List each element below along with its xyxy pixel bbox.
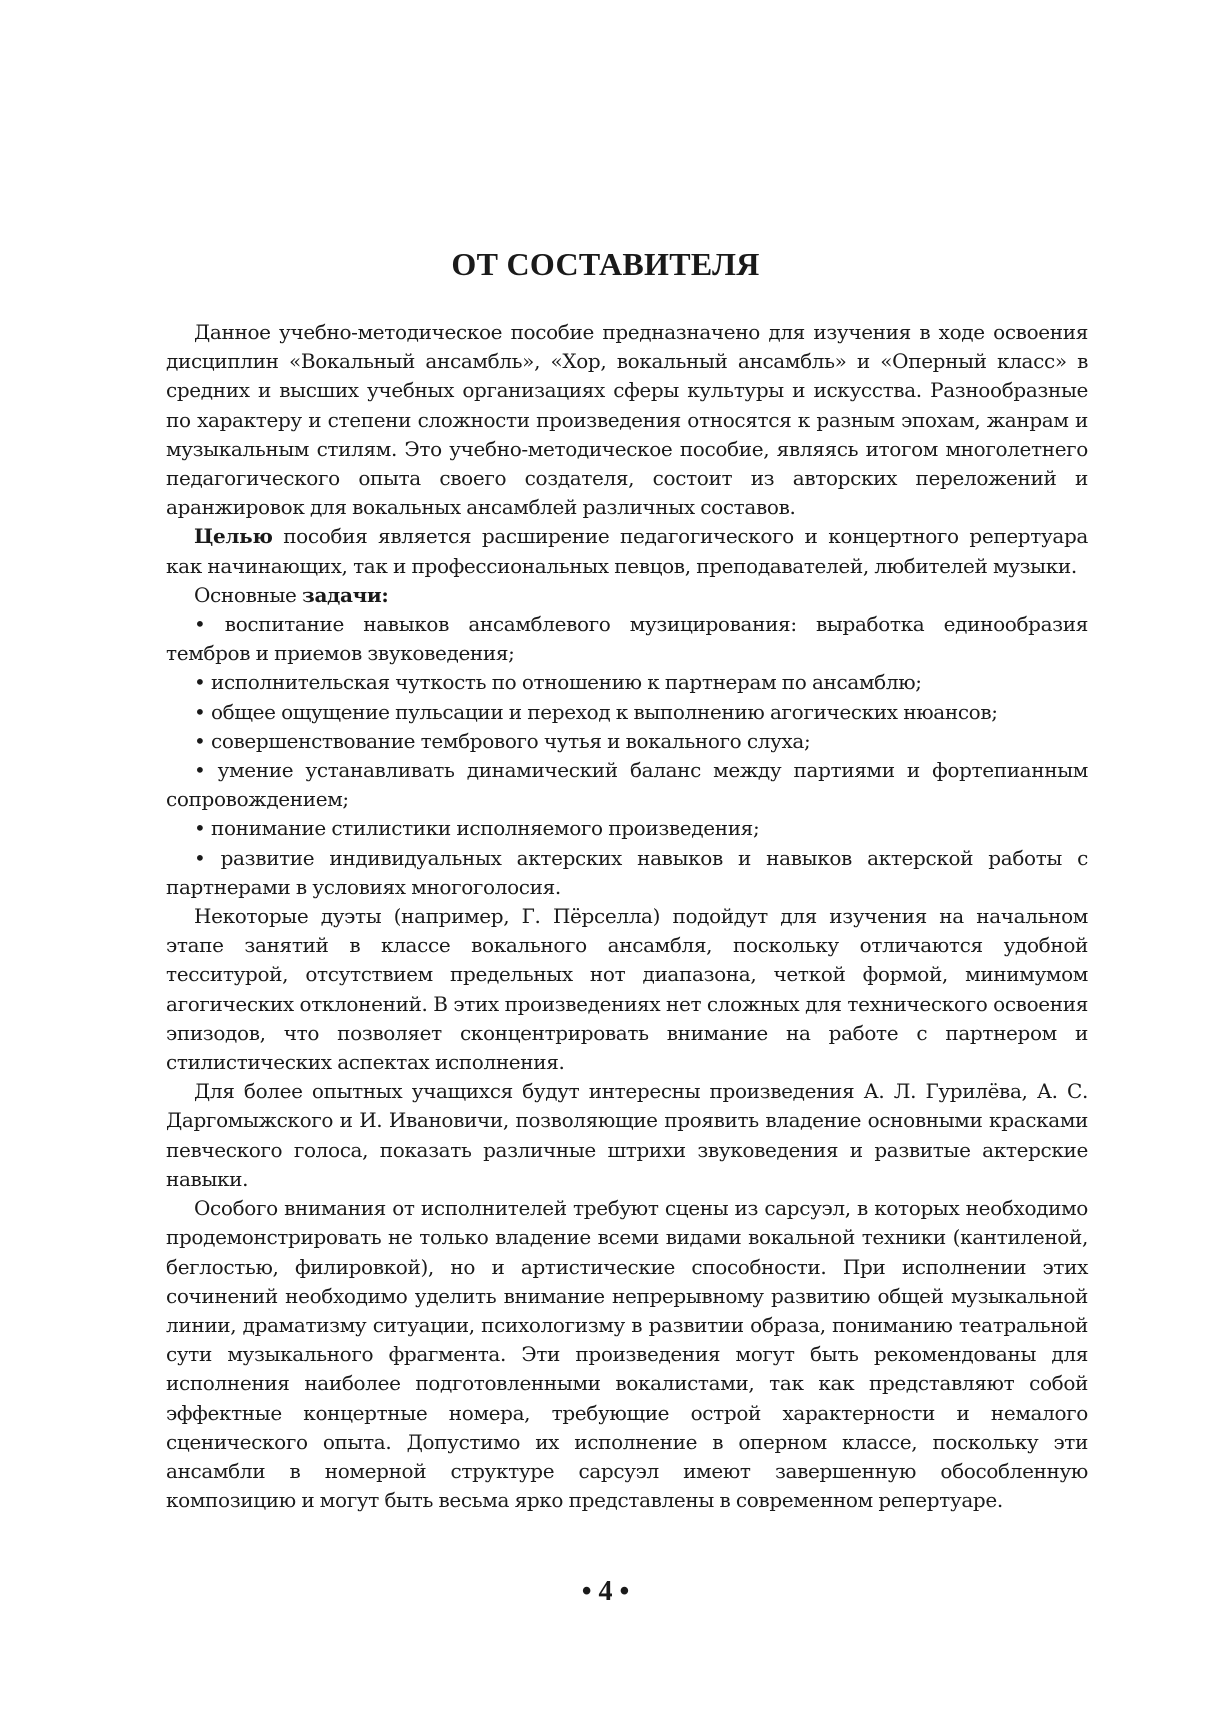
page-number xyxy=(0,1576,1211,1608)
bullet-icon: • xyxy=(194,845,206,870)
paragraph-tasks-heading xyxy=(166,581,1088,610)
paragraph-zarzuela: Особого внимания от исполнителей требуют сцены из сарсуэл, в которых необходимо продемонстрировать не только владение всеми видами вокальной техники (кантиленой, беглостью, филировкой), но и артистические способности. При исполнении этих сочинений необходимо уделить внимание непрерывному развитию общей музыкальной линии, драматизму ситуации, психологизму в развитии образа, пониманию театральной сути музыкального фрагмента. Эти произведения могут быть рекомендованы для исполнения наиболее подготовленными вокалистами, так как представляют собой эффектные концертные номера, требующие острой характерности и немалого сценического опыта. Допустимо их исполнение в оперном классе, поскольку эти ансамбли в номерной структуре сарсуэл имеют завершенную обособленную композицию и могут быть весьма ярко представлены в современном репертуаре. xyxy=(166,1196,1088,1513)
task-text: умение устанавливать динамический баланс между партиями и фортепианным сопровождением; xyxy=(166,758,1088,812)
task-item xyxy=(166,727,1088,756)
tasks-lead: Основные xyxy=(194,582,303,607)
paragraph-advanced: Для более опытных учащихся будут интересны произведения А. Л. Гурилёва, А. С. Даргомыжского и И. Ивановичи, позволяющие проявить владение основными красками певческого голоса, показать различные штрихи звуковедения и развитые актерские навыки. xyxy=(166,1079,1088,1191)
body-text xyxy=(166,318,1088,1515)
goal-text: пособия является расширение педагогического и концертного репертуара как начинающих, так и профессиональных певцов, преподавателей, любителей музыки. xyxy=(166,524,1088,578)
task-text: развитие индивидуальных актерских навыков и навыков актерской работы с партнерами в условиях многоголосия. xyxy=(166,845,1088,899)
paragraph-intro: Данное учебно-методическое пособие предназначено для изучения в ходе освоения дисциплин «Вокальный ансамбль», «Хор, вокальный ансамбль» и «Оперный класс» в средних и высших учебных организациях сферы культуры и искусства. Разнообразные по характеру и степени сложности произведения относятся к разным эпохам, жанрам и музыкальным стилям. Это учебно-методическое пособие, являясь итогом многолетнего педагогического опыта своего создателя, состоит из авторских переложений и аранжировок для вокальных ансамблей различных составов. xyxy=(166,320,1088,520)
goal-term: Целью xyxy=(194,524,273,549)
bullet-icon: • xyxy=(194,612,206,637)
bullet-icon: • xyxy=(194,758,206,783)
bullet-icon: • xyxy=(194,699,206,724)
task-item xyxy=(166,610,1088,668)
paragraph-duets: Некоторые дуэты (например, Г. Пёрселла) подойдут для изучения на начальном этапе занятий в классе вокального ансамбля, поскольку отличаются удобной тесситурой, отсутствием предельных нот диапазона, четкой формой, минимумом агогических отклонений. В этих произведениях нет сложных для технического освоения эпизодов, что позволяет сконцентрировать внимание на работе с партнером и стилистических аспектах исполнения. xyxy=(166,904,1088,1075)
page-number-dot-right: • xyxy=(619,1576,630,1607)
paragraph-goal xyxy=(166,522,1088,580)
task-item xyxy=(166,814,1088,843)
task-text: общее ощущение пульсации и переход к выполнению агогических нюансов; xyxy=(210,699,998,724)
task-text: совершенствование тембрового чутья и вокального слуха; xyxy=(210,728,811,753)
bullet-icon: • xyxy=(194,816,206,841)
task-item xyxy=(166,668,1088,697)
task-text: воспитание навыков ансамблевого музицирования: выработка единообразия тембров и приемов звуковедения; xyxy=(166,612,1088,666)
tasks-colon: : xyxy=(381,582,389,607)
tasks-term: задачи xyxy=(302,582,382,607)
task-text: понимание стилистики исполняемого произведения; xyxy=(210,816,760,841)
bullet-icon: • xyxy=(194,728,206,753)
bullet-icon: • xyxy=(194,670,206,695)
task-text: исполнительская чуткость по отношению к партнерам по ансамблю; xyxy=(210,670,922,695)
page-number-value: 4 xyxy=(598,1576,613,1607)
task-item xyxy=(166,756,1088,814)
page-number-dot-left: • xyxy=(581,1576,592,1607)
task-item xyxy=(166,844,1088,902)
task-item xyxy=(166,698,1088,727)
page-title: ОТ СОСТАВИТЕЛЯ xyxy=(451,246,760,282)
